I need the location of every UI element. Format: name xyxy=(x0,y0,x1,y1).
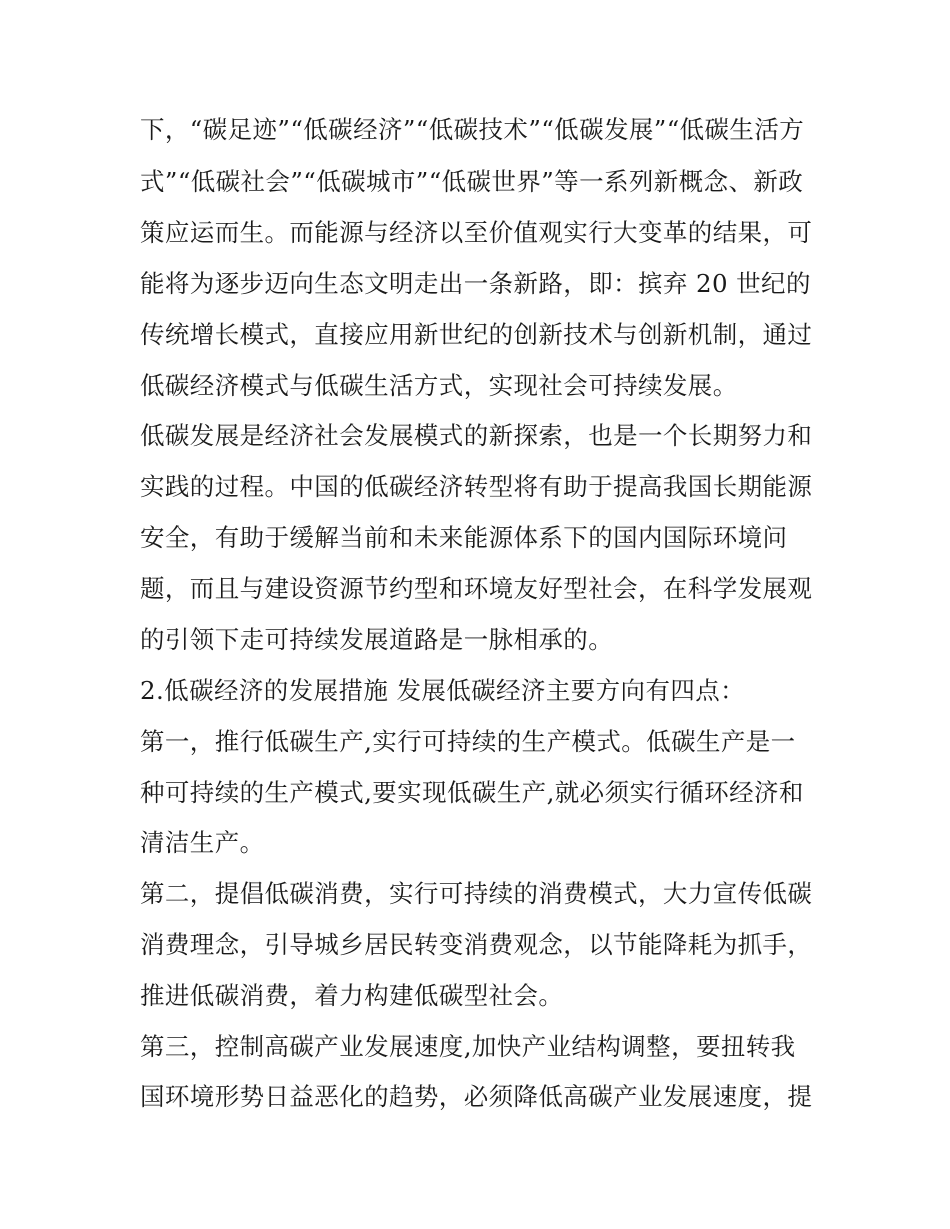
text-line: 低碳发展是经济社会发展模式的新探索，也是一个长期努力和 xyxy=(140,421,813,450)
text-line: 种可持续的生产模式,要实现低碳生产,就必须实行循环经济和 xyxy=(140,778,804,807)
text-line: 国环境形势日益恶化的趋势，必须降低高碳产业发展速度，提 xyxy=(140,1082,813,1111)
text-line: 安全，有助于缓解当前和未来能源体系下的国内国际环境问 xyxy=(140,523,788,552)
text-line: 消费理念，引导城乡居民转变消费观念，以节能降耗为抓手， xyxy=(140,930,813,959)
text-line: 第一，推行低碳生产,实行可持续的生产模式。低碳生产是一 xyxy=(140,727,796,756)
text-line: 能将为逐步迈向生态文明走出一条新路，即：摈弃 20 世纪的 xyxy=(140,269,811,298)
text-line: 第二，提倡低碳消费，实行可持续的消费模式，大力宣传低碳 xyxy=(140,879,813,908)
text-line: 低碳经济模式与低碳生活方式，实现社会可持续发展。 xyxy=(140,371,738,400)
text-line: 实践的过程。中国的低碳经济转型将有助于提高我国长期能源 xyxy=(140,472,813,501)
text-line: 推进低碳消费，着力构建低碳型社会。 xyxy=(140,981,564,1010)
text-line: 清洁生产。 xyxy=(140,828,265,857)
section-heading: 2.低碳经济的发展措施 发展低碳经济主要方向有四点： xyxy=(140,676,746,705)
text-line: 的引领下走可持续发展道路是一脉相承的。 xyxy=(140,625,614,654)
text-line: 题，而且与建设资源节约型和环境友好型社会，在科学发展观 xyxy=(140,574,813,603)
text-line: 式”“低碳社会”“低碳城市”“低碳世界”等一系列新概念、新政 xyxy=(140,167,804,196)
text-line: 策应运而生。而能源与经济以至价值观实行大变革的结果，可 xyxy=(140,218,813,247)
text-line: 传统增长模式，直接应用新世纪的创新技术与创新机制，通过 xyxy=(140,320,813,349)
text-line: 第三，控制高碳产业发展速度,加快产业结构调整，要扭转我 xyxy=(140,1032,796,1061)
text-line: 下，“碳足迹”“低碳经济”“低碳技术”“低碳发展”“低碳生活方 xyxy=(140,115,805,144)
